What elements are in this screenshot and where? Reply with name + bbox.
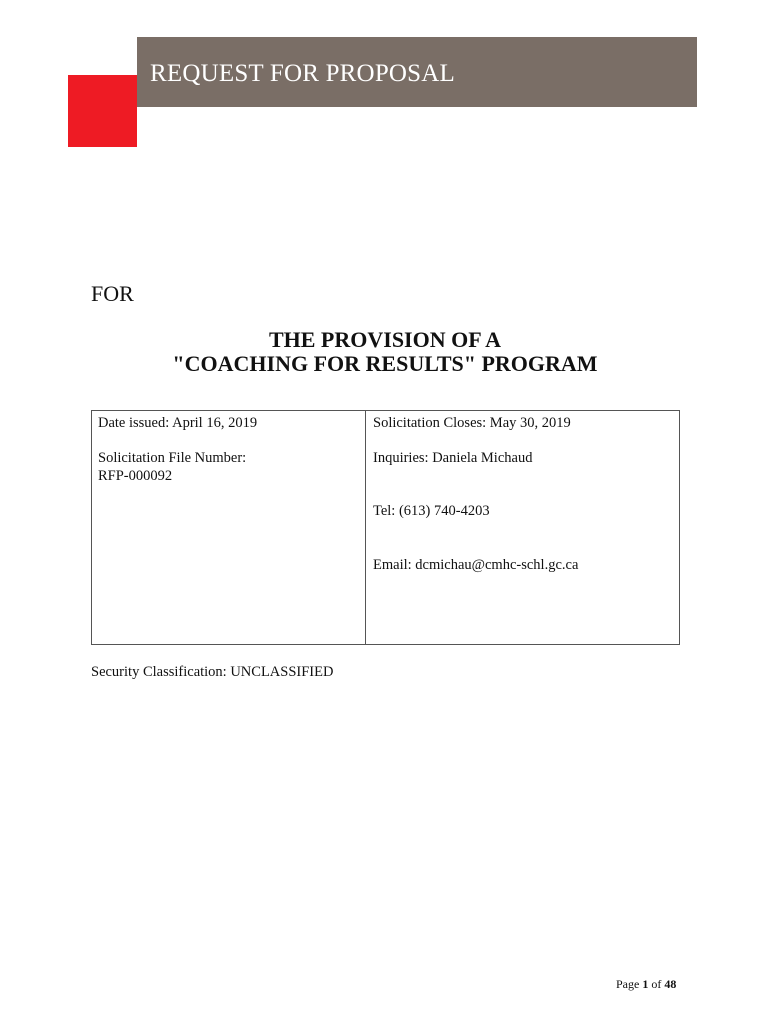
document-title-line-2: "COACHING FOR RESULTS" PROGRAM — [172, 351, 598, 376]
date-issued: Date issued: April 16, 2019 — [98, 415, 258, 431]
red-accent-square — [68, 75, 137, 147]
page-of-word: of — [651, 977, 662, 991]
banner-title: REQUEST FOR PROPOSAL — [150, 60, 456, 87]
table-column-divider — [365, 411, 366, 644]
total-pages: 48 — [664, 977, 677, 991]
solicitation-file-number-label: Solicitation File Number: — [98, 450, 247, 466]
page-number — [616, 977, 676, 992]
document-title-line-1: THE PROVISION OF A — [268, 327, 502, 352]
header-banner — [137, 37, 697, 107]
solicitation-closes: Solicitation Closes: May 30, 2019 — [373, 415, 571, 431]
current-page: 1 — [642, 977, 649, 991]
page-prefix: Page — [616, 977, 640, 991]
inquiries-contact: Inquiries: Daniela Michaud — [373, 450, 533, 466]
solicitation-info-table — [91, 410, 680, 645]
contact-email: Email: dcmichau@cmhc-schl.gc.ca — [373, 557, 579, 573]
contact-telephone: Tel: (613) 740-4203 — [373, 503, 490, 519]
solicitation-file-number-value: RFP-000092 — [98, 468, 173, 484]
security-classification: Security Classification: UNCLASSIFIED — [91, 664, 334, 680]
for-label: FOR — [91, 281, 134, 306]
